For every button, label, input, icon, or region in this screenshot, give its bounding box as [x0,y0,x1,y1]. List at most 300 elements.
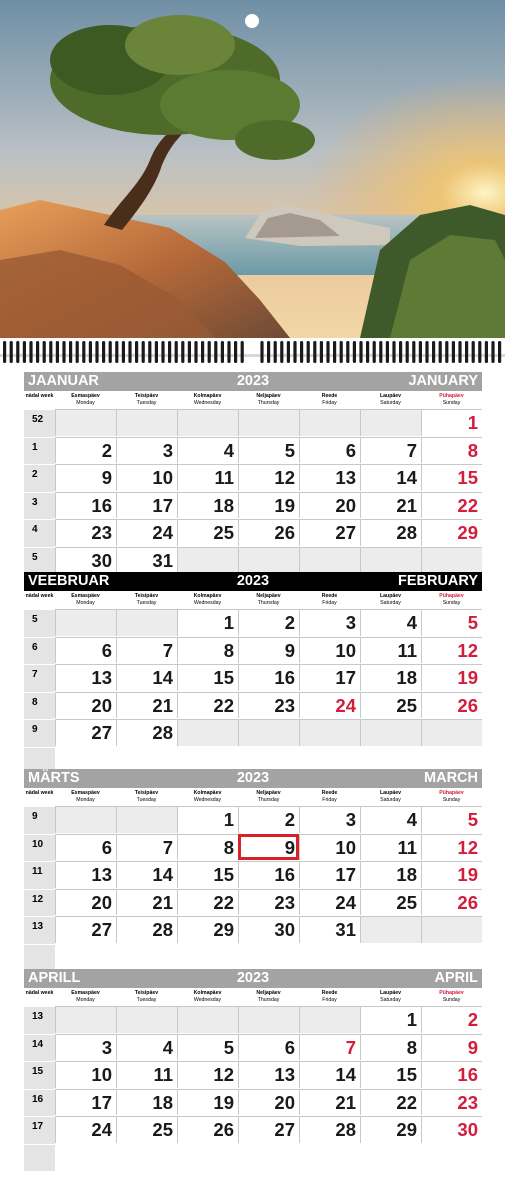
weekday-name-et: Teisipäev [134,393,159,399]
day-cell[interactable] [299,437,360,464]
weekday-header [360,591,421,609]
week-number: 5 [32,614,38,625]
day-cell[interactable] [238,492,299,519]
week-number-cell [24,609,55,637]
day-number: 17 [152,494,173,516]
weekday-header [299,591,360,609]
day-number: 5 [223,1036,234,1058]
spiral-coil [115,341,118,363]
day-number: 11 [214,467,234,489]
spiral-coil [373,341,376,363]
spiral-coil [300,341,303,363]
day-number: 12 [457,639,478,661]
day-cell[interactable] [55,889,116,916]
day-number: 1 [406,1009,417,1030]
spiral-coil [260,341,263,363]
day-cell[interactable] [299,609,360,636]
spiral-coil [3,341,6,363]
month-year: 2023 [236,970,270,986]
weekday-header [299,988,360,1006]
filler-cell [116,1144,177,1170]
day-number: 18 [396,667,417,689]
spiral-coil [267,341,270,363]
spiral-coil [56,341,59,363]
weekday-name-et: Esmaspäev [71,393,100,399]
month-name-en: JANUARY [408,373,478,389]
day-number: 18 [396,864,417,886]
weekday-header [177,788,238,806]
day-cell[interactable] [116,464,177,491]
day-number: 11 [397,639,417,661]
day-cell[interactable] [238,1034,299,1061]
day-cell[interactable] [421,861,482,888]
weekday-name-et: Esmaspäev [71,990,100,996]
empty-day-cell [421,547,482,574]
day-number: 13 [91,667,112,689]
day-number: 28 [152,722,173,744]
weekday-name-en: Thursday [257,997,280,1003]
weekday-name-et: Neljapäev [256,593,281,599]
weekday-header [360,391,421,409]
day-cell[interactable] [421,637,482,664]
day-cell[interactable] [421,609,482,636]
day-number: 17 [335,864,356,886]
month-year: 2023 [236,573,270,589]
day-number: 1 [223,809,234,830]
spiral-coil [445,341,448,363]
day-cell[interactable] [55,437,116,464]
month-year: 2023 [236,373,270,389]
empty-day-cell [238,719,299,746]
weekday-name-en: Tuesday [136,400,157,406]
day-cell[interactable] [116,664,177,691]
month-grid [24,391,482,602]
day-cell[interactable] [177,464,238,491]
day-cell[interactable] [55,719,116,746]
spiral-coil [392,341,395,363]
day-cell[interactable] [421,834,482,861]
spiral-coil [234,341,237,363]
day-cell[interactable] [55,1116,116,1143]
day-cell[interactable] [177,492,238,519]
day-cell[interactable] [116,692,177,719]
spiral-coil [95,341,98,363]
weekday-header [177,391,238,409]
week-number-cell [24,1089,55,1117]
weekday-name-et: Reede [321,593,338,599]
spiral-coil [293,341,296,363]
day-cell[interactable] [177,637,238,664]
day-cell[interactable] [177,609,238,636]
day-cell[interactable] [421,464,482,491]
filler-cell [116,944,177,970]
week-label: nädal week [25,990,54,996]
day-cell[interactable] [299,1034,360,1061]
week-number: 2 [32,469,38,481]
day-cell[interactable] [360,519,421,546]
day-cell[interactable] [116,834,177,861]
day-cell[interactable] [421,1034,482,1061]
spiral-coil [386,341,389,363]
spiral-coil [23,341,26,363]
day-cell[interactable] [421,806,482,833]
weekday-name-et: Laupäev [379,790,402,796]
day-cell[interactable] [238,437,299,464]
day-cell[interactable] [238,1089,299,1116]
week-number: 10 [32,838,44,850]
day-cell[interactable] [55,834,116,861]
empty-day-cell [55,806,116,833]
spiral-coil [307,341,310,363]
day-cell[interactable] [55,664,116,691]
spiral-coil [406,341,409,363]
day-cell[interactable] [421,692,482,719]
day-cell[interactable] [116,519,177,546]
spiral-coil [142,341,145,363]
day-number: 24 [91,1119,112,1141]
day-cell[interactable] [116,916,177,943]
week-number: 9 [32,811,38,822]
day-number: 24 [152,522,173,544]
day-cell[interactable] [177,519,238,546]
day-cell[interactable] [299,834,360,861]
day-cell[interactable] [238,664,299,691]
weekday-name-en: Wednesday [193,400,222,406]
weekday-header [238,988,299,1006]
day-cell[interactable] [360,437,421,464]
spiral-coil [109,341,112,363]
day-cell[interactable] [55,464,116,491]
day-cell[interactable] [360,492,421,519]
day-cell[interactable] [177,916,238,943]
day-cell[interactable] [421,1089,482,1116]
spiral-coil [366,341,369,363]
day-number: 7 [162,639,173,661]
weekday-name-et: Reede [321,990,338,996]
day-cell[interactable] [421,409,482,436]
day-cell[interactable] [116,492,177,519]
day-cell[interactable] [421,1006,482,1033]
day-cell[interactable] [238,834,299,861]
day-cell[interactable] [238,1061,299,1088]
day-number: 11 [397,836,417,858]
day-number: 27 [274,1119,295,1141]
spiral-coil [102,341,105,363]
day-cell[interactable] [55,692,116,719]
weekday-name-et: Laupäev [379,393,402,399]
day-cell[interactable] [421,1061,482,1088]
day-number: 10 [91,1064,112,1086]
day-cell[interactable] [177,1034,238,1061]
week-number: 1 [32,441,38,453]
spiral-coil [280,341,283,363]
day-cell[interactable] [299,664,360,691]
day-number: 15 [457,467,478,489]
day-number: 19 [457,864,478,886]
day-number: 26 [457,694,478,716]
day-number: 14 [152,864,173,886]
day-cell[interactable] [116,1061,177,1088]
day-cell[interactable] [299,464,360,491]
day-cell[interactable] [299,519,360,546]
weekday-name-et: Kolmapäev [193,990,222,996]
day-number: 10 [152,467,173,489]
day-number: 2 [284,612,295,633]
day-cell[interactable] [177,692,238,719]
spiral-coil [353,341,356,363]
filler-cell [177,944,238,970]
day-cell[interactable] [360,1089,421,1116]
day-cell[interactable] [360,1034,421,1061]
spiral-coil [135,341,138,363]
spiral-coil [227,341,230,363]
day-cell[interactable] [238,1116,299,1143]
week-number: 5 [32,551,38,563]
day-cell[interactable] [116,719,177,746]
weekday-name-en: Thursday [257,400,280,406]
day-number: 5 [284,439,295,461]
week-number: 15 [32,1066,44,1078]
day-number: 6 [284,1036,295,1058]
month-january [0,372,505,602]
day-cell[interactable] [421,1116,482,1143]
spiral-coil [76,341,79,363]
day-cell[interactable] [116,437,177,464]
day-cell[interactable] [55,519,116,546]
day-cell[interactable] [299,806,360,833]
weekday-name-et: Reede [321,393,338,399]
weekday-name-en: Monday [76,600,95,606]
weekday-name-en: Saturday [380,997,401,1003]
day-cell[interactable] [360,861,421,888]
day-number: 18 [152,1091,173,1113]
month-march [0,769,505,971]
day-number: 1 [467,412,478,433]
day-number: 20 [91,694,112,716]
empty-day-cell [116,806,177,833]
day-number: 19 [213,1091,234,1113]
month-name-et: VEEBRUAR [28,573,110,589]
day-cell[interactable] [299,637,360,664]
weekday-name-en: Monday [76,997,95,1003]
empty-day-cell [421,916,482,943]
day-cell[interactable] [116,547,177,574]
day-cell[interactable] [360,609,421,636]
week-number: 13 [32,921,44,933]
weekday-name-en: Sunday [442,400,461,406]
weekday-name-en: Wednesday [193,600,222,606]
day-cell[interactable] [177,889,238,916]
day-number: 27 [91,722,112,744]
empty-day-cell [360,547,421,574]
weekday-name-et: Pühapäev [439,990,464,996]
day-cell[interactable] [116,637,177,664]
day-number: 4 [223,439,234,461]
day-cell[interactable] [55,916,116,943]
spiral-coil [472,341,475,363]
day-number: 16 [91,494,112,516]
spiral-coil [399,341,402,363]
week-number: 9 [32,724,38,736]
week-number: 6 [32,641,38,653]
day-cell[interactable] [55,492,116,519]
day-cell[interactable] [238,889,299,916]
spiral-coil [194,341,197,363]
day-cell[interactable] [177,1116,238,1143]
day-number: 11 [153,1064,173,1086]
day-cell[interactable] [238,861,299,888]
day-cell[interactable] [55,1061,116,1088]
day-cell[interactable] [299,861,360,888]
day-cell[interactable] [360,806,421,833]
day-cell[interactable] [360,834,421,861]
day-number: 15 [396,1064,417,1086]
week-number: 52 [32,414,44,425]
day-number: 21 [152,891,173,913]
weekday-name-en: Sunday [442,600,461,606]
day-cell[interactable] [116,1034,177,1061]
spiral-coil [419,341,422,363]
day-number: 8 [406,1036,417,1058]
day-number: 3 [162,439,173,461]
day-number: 18 [213,494,234,516]
day-number: 2 [467,1009,478,1030]
spiral-coil [214,341,217,363]
day-number: 3 [345,612,356,633]
day-number: 14 [152,667,173,689]
day-cell[interactable] [55,637,116,664]
day-cell[interactable] [421,492,482,519]
day-number: 9 [467,1036,478,1058]
day-cell[interactable] [55,547,116,574]
weekday-header [116,988,177,1006]
day-number: 4 [406,612,417,633]
weekday-header [421,988,482,1006]
weekday-name-et: Teisipäev [134,990,159,996]
day-cell[interactable] [116,889,177,916]
weekday-name-et: Kolmapäev [193,790,222,796]
spiral-coil [287,341,290,363]
day-number: 14 [335,1064,356,1086]
empty-day-cell [360,409,421,436]
day-number: 5 [467,809,478,830]
week-number-cell [24,861,55,889]
day-cell[interactable] [177,834,238,861]
day-cell[interactable] [55,861,116,888]
day-cell[interactable] [55,1034,116,1061]
day-number: 24 [335,694,356,716]
day-cell[interactable] [360,464,421,491]
day-cell[interactable] [421,889,482,916]
day-cell[interactable] [177,664,238,691]
day-cell[interactable] [299,692,360,719]
day-number: 10 [335,639,356,661]
day-cell[interactable] [360,1116,421,1143]
day-cell[interactable] [421,664,482,691]
day-cell[interactable] [177,437,238,464]
day-number: 14 [396,467,417,489]
day-cell[interactable] [238,519,299,546]
day-cell[interactable] [177,1061,238,1088]
day-cell[interactable] [360,889,421,916]
filler-cell [238,944,299,970]
day-cell[interactable] [299,889,360,916]
week-number: 7 [32,669,38,681]
day-number: 28 [396,522,417,544]
spiral-coil [175,341,178,363]
day-number: 23 [274,694,295,716]
day-cell[interactable] [238,692,299,719]
day-cell[interactable] [360,664,421,691]
day-cell[interactable] [238,916,299,943]
day-cell[interactable] [238,806,299,833]
month-name-et: JAANUAR [28,373,99,389]
month-year: 2023 [236,770,270,786]
day-number: 8 [467,439,478,461]
day-cell[interactable] [177,1089,238,1116]
day-cell[interactable] [299,1089,360,1116]
week-number-cell [24,834,55,862]
day-number: 19 [274,494,295,516]
filler-cell [299,944,360,970]
spiral-coil [452,341,455,363]
day-number: 9 [284,639,295,661]
day-cell[interactable] [177,806,238,833]
empty-day-cell [299,1006,360,1033]
day-cell[interactable] [116,861,177,888]
day-number: 19 [457,667,478,689]
week-column-header [24,391,55,409]
day-cell[interactable] [299,1061,360,1088]
empty-day-cell [238,409,299,436]
week-column-header [24,988,55,1006]
day-cell[interactable] [360,692,421,719]
day-number: 15 [213,667,234,689]
day-cell[interactable] [238,609,299,636]
day-cell[interactable] [360,1006,421,1033]
day-number: 8 [223,639,234,661]
spiral-coil [412,341,415,363]
filler-cell [360,1144,421,1170]
day-cell[interactable] [238,464,299,491]
day-cell[interactable] [299,916,360,943]
day-cell[interactable] [421,437,482,464]
month-grid [24,591,482,774]
day-number: 9 [101,467,112,489]
week-number-cell [24,1061,55,1089]
day-cell[interactable] [360,637,421,664]
day-cell[interactable] [177,861,238,888]
filler-cell [24,944,55,971]
day-cell[interactable] [299,492,360,519]
day-cell[interactable] [116,1116,177,1143]
day-cell[interactable] [299,1116,360,1143]
week-number-cell [24,547,55,575]
weekday-name-en: Friday [322,600,337,606]
weekday-header [55,591,116,609]
day-cell[interactable] [421,519,482,546]
spiral-coil [458,341,461,363]
day-cell[interactable] [238,637,299,664]
spiral-coil [241,341,244,363]
day-number: 1 [223,612,234,633]
landscape-photo [0,0,505,338]
day-cell[interactable] [55,1089,116,1116]
weekday-name-et: Laupäev [379,990,402,996]
day-cell[interactable] [116,1089,177,1116]
day-cell[interactable] [360,1061,421,1088]
empty-day-cell [360,916,421,943]
